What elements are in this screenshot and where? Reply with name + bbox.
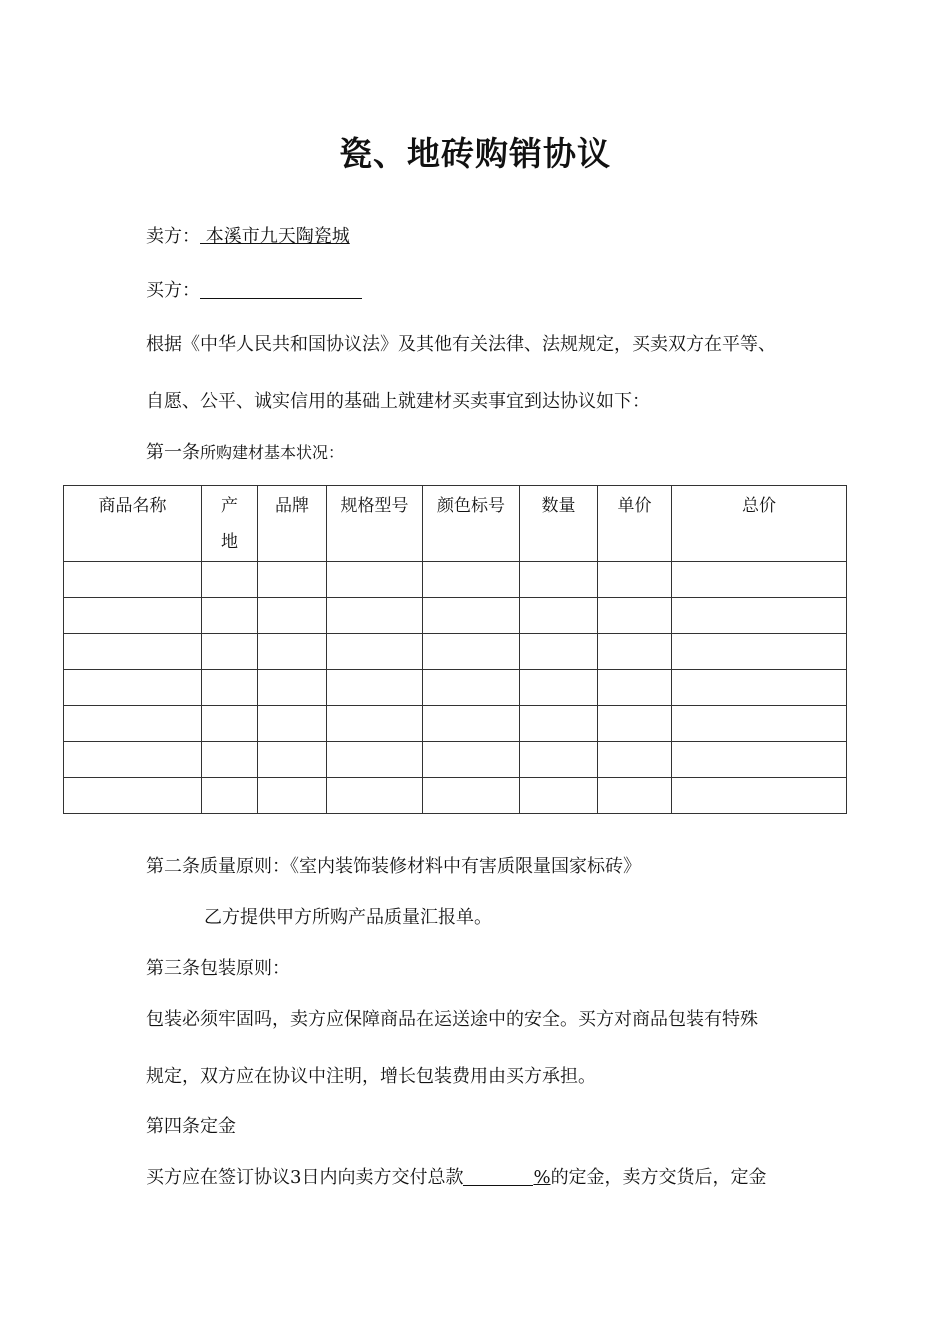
table-cell[interactable] (598, 634, 672, 670)
table-cell[interactable] (672, 634, 847, 670)
table-cell[interactable] (202, 598, 258, 634)
table-cell[interactable] (672, 562, 847, 598)
table-cell[interactable] (327, 598, 423, 634)
seller-label: 卖方： (146, 226, 200, 247)
article-1-head: 第一条 (146, 442, 200, 463)
table-cell[interactable] (202, 634, 258, 670)
table-cell[interactable] (64, 634, 202, 670)
table-cell[interactable] (327, 706, 423, 742)
seller-name: 本溪市九天陶瓷城 (200, 226, 350, 247)
article-1-line (146, 438, 344, 464)
table-cell[interactable] (258, 778, 327, 814)
table-cell[interactable] (258, 634, 327, 670)
document-title: 瓷、地砖购销协议 (339, 134, 611, 173)
intro-line-2: 自愿、公平、诚实信用的基础上就建材买卖事宜到达协议如下： (146, 391, 650, 412)
table-cell[interactable] (327, 742, 423, 778)
table-cell[interactable] (423, 634, 520, 670)
table-cell[interactable] (598, 562, 672, 598)
table-cell[interactable] (423, 562, 520, 598)
product-table (63, 485, 847, 814)
table-cell[interactable] (258, 562, 327, 598)
col-header-name: 商品名称 (64, 486, 202, 562)
table-cell[interactable] (258, 670, 327, 706)
table-cell[interactable] (423, 598, 520, 634)
table-cell[interactable] (258, 598, 327, 634)
table-row (64, 670, 847, 706)
table-header-row (64, 486, 847, 562)
seller-line (146, 222, 350, 248)
col-header-total: 总价 (672, 486, 847, 562)
col-header-brand: 品牌 (258, 486, 327, 562)
article-4-head: 第四条定金 (146, 1116, 236, 1137)
col-header-qty: 数量 (520, 486, 598, 562)
table-row (64, 742, 847, 778)
table-row (64, 562, 847, 598)
article-4-text-before: 买方应在签订协议3日内向卖方交付总款 (146, 1167, 464, 1188)
table-cell[interactable] (258, 742, 327, 778)
table-cell[interactable] (202, 562, 258, 598)
article-4-line (146, 1163, 767, 1189)
table-cell[interactable] (64, 778, 202, 814)
col-header-color: 颜色标号 (423, 486, 520, 562)
article-1-text: 所购建材基本状况： (200, 443, 345, 462)
table-cell[interactable] (520, 634, 598, 670)
table-cell[interactable] (327, 670, 423, 706)
col-header-origin: 产地 (202, 486, 258, 562)
table-cell[interactable] (672, 706, 847, 742)
table-cell[interactable] (423, 670, 520, 706)
table-cell[interactable] (64, 706, 202, 742)
table-cell[interactable] (423, 742, 520, 778)
table-cell[interactable] (520, 562, 598, 598)
article-3-head: 第三条包装原则： (146, 958, 290, 979)
table-cell[interactable] (202, 778, 258, 814)
col-header-spec: 规格型号 (327, 486, 423, 562)
table-cell[interactable] (672, 598, 847, 634)
table-cell[interactable] (598, 706, 672, 742)
table-cell[interactable] (258, 706, 327, 742)
table-cell[interactable] (327, 562, 423, 598)
table-row (64, 706, 847, 742)
table-cell[interactable] (520, 598, 598, 634)
table-cell[interactable] (423, 706, 520, 742)
table-cell[interactable] (520, 742, 598, 778)
deposit-percent-blank[interactable] (463, 1167, 533, 1186)
article-2-line: 第二条质量原则：《室内装饰装修材料中有害质限量国家标砖》 (146, 856, 641, 877)
buyer-blank[interactable] (200, 280, 362, 299)
table-row (64, 634, 847, 670)
table-cell[interactable] (202, 742, 258, 778)
table-cell[interactable] (327, 634, 423, 670)
buyer-line (146, 276, 362, 302)
table-cell[interactable] (64, 562, 202, 598)
table-cell[interactable] (520, 778, 598, 814)
table-cell[interactable] (598, 742, 672, 778)
col-header-unit-price: 单价 (598, 486, 672, 562)
article-3-line-1: 包装必须牢固吗，卖方应保障商品在运送途中的安全。买方对商品包装有特殊 (146, 1009, 758, 1030)
table-cell[interactable] (202, 706, 258, 742)
table-cell[interactable] (672, 670, 847, 706)
table-cell[interactable] (598, 598, 672, 634)
article-4-text-after: 的定金，卖方交货后，定金 (550, 1167, 767, 1188)
table-row (64, 778, 847, 814)
table-cell[interactable] (64, 598, 202, 634)
table-cell[interactable] (202, 670, 258, 706)
table-cell[interactable] (64, 670, 202, 706)
table-row (64, 598, 847, 634)
table-cell[interactable] (672, 778, 847, 814)
buyer-label: 买方： (146, 280, 200, 301)
article-2-sub: 乙方提供甲方所购产品质量汇报单。 (204, 907, 492, 928)
table-cell[interactable] (64, 742, 202, 778)
table-cell[interactable] (672, 742, 847, 778)
table-cell[interactable] (598, 778, 672, 814)
table-cell[interactable] (520, 706, 598, 742)
intro-line-1: 根据《中华人民共和国协议法》及其他有关法律、法规规定，买卖双方在平等、 (146, 334, 776, 355)
percent-sign: % (533, 1167, 551, 1188)
article-3-line-2: 规定，双方应在协议中注明，增长包装费用由买方承担。 (146, 1066, 596, 1087)
table-cell[interactable] (520, 670, 598, 706)
table-cell[interactable] (327, 778, 423, 814)
table-cell[interactable] (598, 670, 672, 706)
table-cell[interactable] (423, 778, 520, 814)
